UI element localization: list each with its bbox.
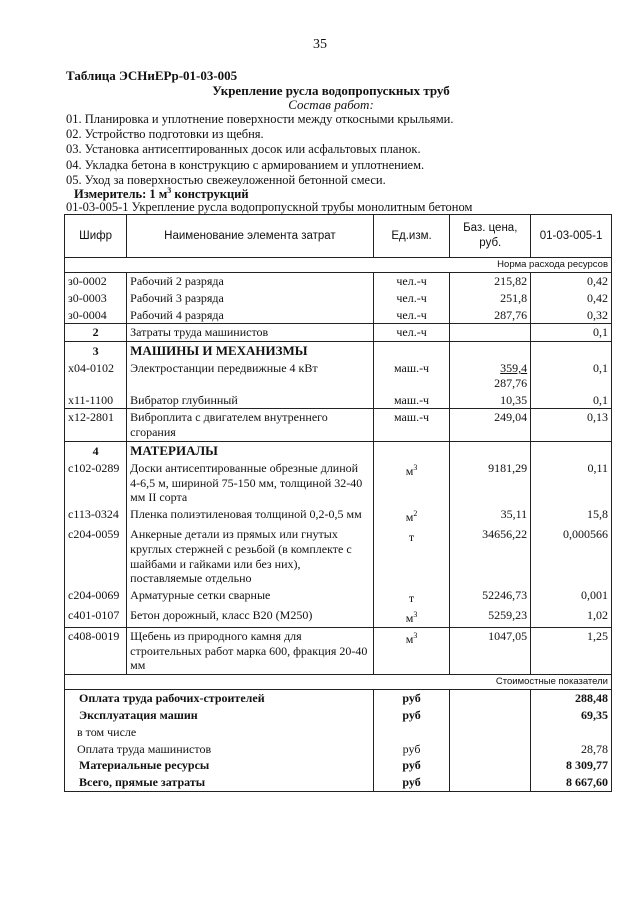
works-list [66,112,606,188]
table-row: с401-0107 Бетон дорожный, класс В20 (М250) $м^3$ 5259,23 1,02 [65,607,612,627]
table-row: с408-0019 Щебень из природного камня для строительных работ марка 600, фракция 20-40 мм $м^3$ 1047,05 1,25 [65,627,612,674]
total-row: Эксплуатация машин руб 69,35 [65,707,612,724]
table-row: з0-0003 Рабочий 3 разряда чел.-ч 251,8 0,42 [65,290,612,307]
code-line: 01-03-005-1 Укрепление русла водопропускной трубы монолитным бетоном [66,200,473,214]
table-title: Укрепление русла водопропускных труб [212,83,450,98]
table-row: с204-0059 Анкерные детали из прямых или гнутых круглых стержней с резьбой (в комплекте с шайбами и гайками или без них), поставляемые отдельно т 34656,22 0,000566 [65,526,612,587]
total-row: Оплата труда машинистов руб 28,78 [65,741,612,758]
header-name: Наименование элемента затрат [127,215,374,258]
work-item: 03. Установка антисептированных досок или асфальтовых планок. [66,142,421,157]
work-item: 01. Планировка и уплотнение поверхности между откосными крыльями. [66,112,454,126]
table-row: х04-0102 Электростанции передвижные 4 кВт маш.-ч 359,4 287,76 0,1 [65,360,612,392]
work-item: 04. Укладка бетона в конструкцию с армированием и уплотнением. [66,157,425,172]
header-unit: Ед.изм. [373,215,450,258]
note-row: Норма расхода ресурсов [65,258,612,273]
note-row: Стоимостные показатели [65,675,612,690]
table-subtitle: Состав работ: [288,97,374,112]
total-row: Материальные ресурсы руб 8 309,77 [65,757,612,774]
total-row: Оплата труда рабочих-строителей руб 288,48 [65,690,612,707]
table-row: 2 Затраты труда машинистов чел.-ч 0,1 [65,324,612,342]
table-row: х12-2801 Виброплита с двигателем внутреннего сгорания маш.-ч 249,04 0,13 [65,409,612,442]
table-row: с113-0324 Пленка полиэтиленовая толщиной 0,2-0,5 мм $м^2$ 35,11 15,8 [65,506,612,526]
table-row: с102-0289 Доски антисептированные обрезные длиной 4-6,5 м, шириной 75-150 мм, толщиной 32-40 мм II сорта $м^3$ 9181,29 0,11 [65,460,612,506]
section-row: 4 МАТЕРИАЛЫ [65,441,612,459]
table-row: с204-0069 Арматурные сетки сварные т 52246,73 0,001 [65,587,612,607]
header-code: Шифр [65,215,127,258]
measure-unit: Измеритель: 1 $м^3$ конструкций [74,186,249,202]
header-price: Баз. цена, руб. [450,215,531,258]
table-row: х11-1100 Вибратор глубинный маш.-ч 10,35 0,1 [65,392,612,409]
total-row: в том числе [65,724,612,741]
cost-table [64,214,612,792]
table-row: з0-0004 Рабочий 4 разряда чел.-ч 287,76 0,32 [65,307,612,324]
page-number: 35 [313,37,327,52]
work-item: 05. Уход за поверхностью свежеуложенной бетонной смеси. [66,172,386,187]
work-item: 02. Устройство подготовки из щебня. [66,127,264,142]
section-row: 3 МАШИНЫ И МЕХАНИЗМЫ [65,342,612,360]
header-norm: 01-03-005-1 [531,215,612,258]
table-header [65,215,612,258]
total-row: Всего, прямые затраты руб 8 667,60 [65,774,612,791]
table-row: з0-0002 Рабочий 2 разряда чел.-ч 215,82 0,42 [65,273,612,290]
table-name: Таблица ЭСНиЕРр-01-03-005 [66,68,238,83]
